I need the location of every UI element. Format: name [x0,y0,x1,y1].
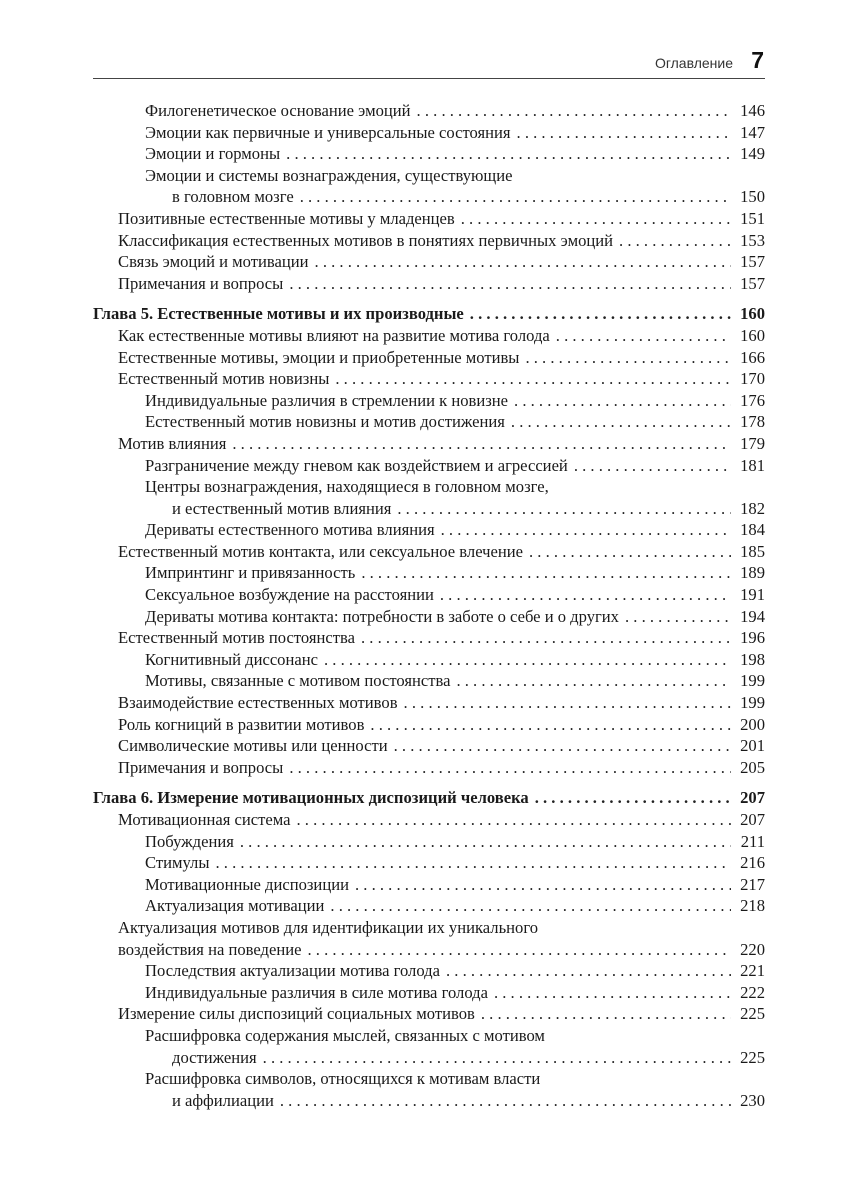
toc-entry-title: Классификация естественных мотивов в понятиях первичных эмоций [118,230,614,250]
toc-entry[interactable] [93,347,765,369]
toc-entry-title: Последствия актуализации мотива голода [145,961,440,981]
toc-entry-title: Стимулы [145,853,210,873]
toc-entry-title: Примечания и вопросы [118,273,284,293]
toc-entry[interactable] [93,982,765,1004]
toc-entry-title: Побуждения [145,831,234,851]
toc-page-number: 151 [740,208,765,228]
toc-page-number: 150 [740,187,765,207]
toc-entry-title: Глава 6. Измерение мотивационных диспозиций человека [93,788,529,808]
toc-entry[interactable] [93,1025,765,1068]
toc-page-number: 191 [740,585,765,605]
table-of-contents [93,100,765,1111]
dot-leader [394,735,731,757]
dot-leader [440,584,731,606]
toc-entry-title: в головном мозге [172,187,294,207]
dot-leader [514,390,731,412]
toc-entry-title: Естественный мотив новизны [118,369,330,389]
toc-entry[interactable] [93,455,765,477]
dot-leader [361,562,731,584]
toc-entry[interactable] [93,649,765,671]
toc-page-number: 199 [740,693,765,713]
dot-leader [370,714,731,736]
toc-entry[interactable] [93,165,765,208]
dot-leader [470,303,731,325]
toc-entry[interactable] [93,1003,765,1025]
dot-leader [456,670,731,692]
toc-page-number: 196 [740,628,765,648]
toc-entry-title: Как естественные мотивы влияют на развитие мотива голода [118,325,550,345]
dot-leader [240,831,731,853]
toc-entry-title-line1: Расшифровка символов, относящихся к мотивам власти [145,1069,541,1089]
toc-page-number: 157 [740,252,765,272]
dot-leader [517,122,731,144]
toc-page-number: 217 [740,874,765,894]
toc-entry-title: Дериваты естественного мотива влияния [145,520,435,540]
dot-leader [494,982,731,1004]
toc-entry[interactable] [93,100,765,122]
dot-leader [335,368,731,390]
toc-page-number: 225 [740,1047,765,1067]
toc-entry-title: Связь эмоций и мотивации [118,252,309,272]
toc-entry-title: и аффилиации [172,1090,274,1110]
toc-entry-title: Глава 5. Естественные мотивы и их производные [93,304,464,324]
toc-page-number: 230 [740,1090,765,1110]
toc-entry[interactable] [93,143,765,165]
toc-entry-title: Индивидуальные различия в стремлении к новизне [145,390,509,410]
dot-leader [355,874,731,896]
toc-entry-title: Взаимодействие естественных мотивов [118,693,398,713]
toc-page-number: 225 [740,1004,765,1024]
toc-page-number: 218 [740,896,765,916]
toc-entry[interactable] [93,960,765,982]
toc-page-number: 222 [740,982,765,1002]
dot-leader [574,455,731,477]
dot-leader [296,809,731,831]
toc-entry-title-line1: Актуализация мотивов для идентификации их уникального [118,917,539,937]
toc-page-number: 201 [740,736,765,756]
toc-entry[interactable] [93,519,765,541]
toc-page-number: 220 [740,939,765,959]
toc-entry[interactable] [93,670,765,692]
toc-entry-title: Дериваты мотива контакта: потребности в заботе о себе и о других [145,606,619,626]
toc-entry[interactable] [93,584,765,606]
dot-leader [511,411,731,433]
toc-entry[interactable] [93,714,765,736]
toc-entry-title: Индивидуальные различия в силе мотива голода [145,982,488,1002]
dot-leader [330,895,731,917]
toc-page-number: 198 [740,649,765,669]
toc-page-number: 207 [740,788,765,808]
toc-entry[interactable] [93,852,765,874]
toc-entry[interactable] [93,273,765,295]
toc-entry-title: Позитивные естественные мотивы у младенцев [118,208,455,228]
toc-entry[interactable] [93,809,765,831]
toc-entry-title: Мотивационные диспозиции [145,874,349,894]
toc-page-number: 194 [740,606,765,626]
toc-entry-title-line1: Центры вознаграждения, находящиеся в головном мозге, [145,477,549,497]
toc-page-number: 153 [740,230,765,250]
toc-entry-title: Роль когниций в развитии мотивов [118,714,365,734]
toc-entry-title: Измерение силы диспозиций социальных мотивов [118,1004,475,1024]
dot-leader [441,519,731,541]
page-number: 7 [751,47,764,73]
toc-entry[interactable] [93,606,765,628]
toc-entry-title: Филогенетическое основание эмоций [145,101,411,120]
toc-entry[interactable] [93,831,765,853]
toc-entry[interactable] [93,541,765,563]
dot-leader [529,541,731,563]
toc-page-number: 176 [740,390,765,410]
toc-entry-title: Мотивационная система [118,810,291,829]
toc-page-number: 149 [740,144,765,164]
toc-entry[interactable] [93,122,765,144]
dot-leader [215,852,731,874]
toc-page-number: 205 [740,757,765,777]
toc-entry[interactable] [93,208,765,230]
toc-page-number: 179 [740,433,765,453]
dot-leader [300,186,731,208]
dot-leader [525,347,731,369]
toc-entry-title: Естественные мотивы, эмоции и приобретенные мотивы [118,347,520,367]
toc-entry-title: Естественный мотив новизны и мотив достижения [145,412,505,432]
toc-entry-title: Эмоции как первичные и универсальные состояния [145,122,511,142]
dot-leader [417,100,731,122]
dot-leader [397,498,731,520]
toc-entry[interactable] [93,735,765,757]
toc-page-number: 216 [740,853,765,873]
dot-leader [535,787,731,809]
dot-leader [619,230,731,252]
toc-entry-title: Актуализация мотивации [145,896,325,916]
toc-page-number: 207 [740,810,765,829]
toc-page-number: 147 [740,122,765,142]
dot-leader [286,143,731,165]
toc-entry[interactable] [93,368,765,390]
toc-entry[interactable] [93,895,765,917]
toc-entry-title: Сексуальное возбуждение на расстоянии [145,585,434,605]
toc-entry-title: Естественный мотив контакта, или сексуальное влечение [118,541,523,561]
dot-leader [289,757,731,779]
toc-page-number: 185 [740,541,765,561]
dot-leader [263,1047,731,1069]
toc-entry-title: и естественный мотив влияния [172,498,392,518]
toc-entry-title-line1: Расшифровка содержания мыслей, связанных с мотивом [145,1025,545,1045]
toc-entry[interactable] [93,562,765,584]
toc-entry[interactable] [93,230,765,252]
toc-page-number: 157 [740,273,765,293]
toc-entry[interactable] [93,411,765,433]
dot-leader [404,692,731,714]
toc-entry[interactable] [93,433,765,455]
dot-leader [289,273,731,295]
toc-chapter-entry[interactable] [93,303,765,325]
toc-entry[interactable] [93,692,765,714]
toc-entry-title-line1: Эмоции и системы вознаграждения, существующие [145,165,513,185]
dot-leader [324,649,731,671]
dot-leader [446,960,731,982]
toc-page-number: 178 [740,412,765,432]
toc-chapter-entry[interactable] [93,787,765,809]
running-header [93,44,765,79]
dot-leader [461,208,731,230]
toc-entry-title: Мотив влияния [118,433,227,453]
toc-entry-title: Примечания и вопросы [118,757,284,777]
toc-entry-title: воздействия на поведение [118,939,302,959]
toc-page-number: 221 [740,961,765,981]
toc-page-number: 200 [740,714,765,734]
toc-entry[interactable] [93,757,765,779]
toc-page-number: 189 [740,563,765,583]
running-header-title: Оглавление [654,55,733,71]
toc-entry[interactable] [93,476,765,519]
toc-page-number: 199 [740,671,765,691]
toc-entry-title: Мотивы, связанные с мотивом постоянства [145,671,451,691]
dot-leader [307,939,731,961]
toc-entry[interactable] [93,390,765,412]
toc-page-number: 170 [740,369,765,389]
dot-leader [481,1003,731,1025]
toc-entry[interactable] [93,251,765,273]
toc-entry-title: Разграничение между гневом как воздействием и агрессией [145,455,568,475]
dot-leader [315,251,731,273]
toc-page-number: 181 [740,455,765,475]
toc-entry[interactable] [93,1068,765,1111]
dot-leader [361,627,731,649]
toc-page-number: 184 [740,520,765,540]
toc-entry-title: Символические мотивы или ценности [118,736,388,756]
toc-page-number: 166 [740,347,765,367]
toc-entry[interactable] [93,917,765,960]
dot-leader [232,433,731,455]
dot-leader [556,325,731,347]
toc-page-number: 182 [740,498,765,518]
toc-entry-title: Эмоции и гормоны [145,144,281,164]
toc-page-number: 160 [740,304,765,324]
toc-entry[interactable] [93,325,765,347]
toc-entry-title: Естественный мотив постоянства [118,628,355,648]
toc-entry-title: достижения [172,1047,257,1067]
toc-entry[interactable] [93,874,765,896]
dot-leader [625,606,731,628]
toc-entry-title: Когнитивный диссонанс [145,649,318,669]
dot-leader [280,1090,731,1112]
toc-page-number: 160 [740,325,765,345]
toc-page-number: 211 [740,831,765,851]
toc-entry[interactable] [93,627,765,649]
toc-entry-title: Импринтинг и привязанность [145,563,356,583]
toc-page-number: 146 [740,101,765,120]
